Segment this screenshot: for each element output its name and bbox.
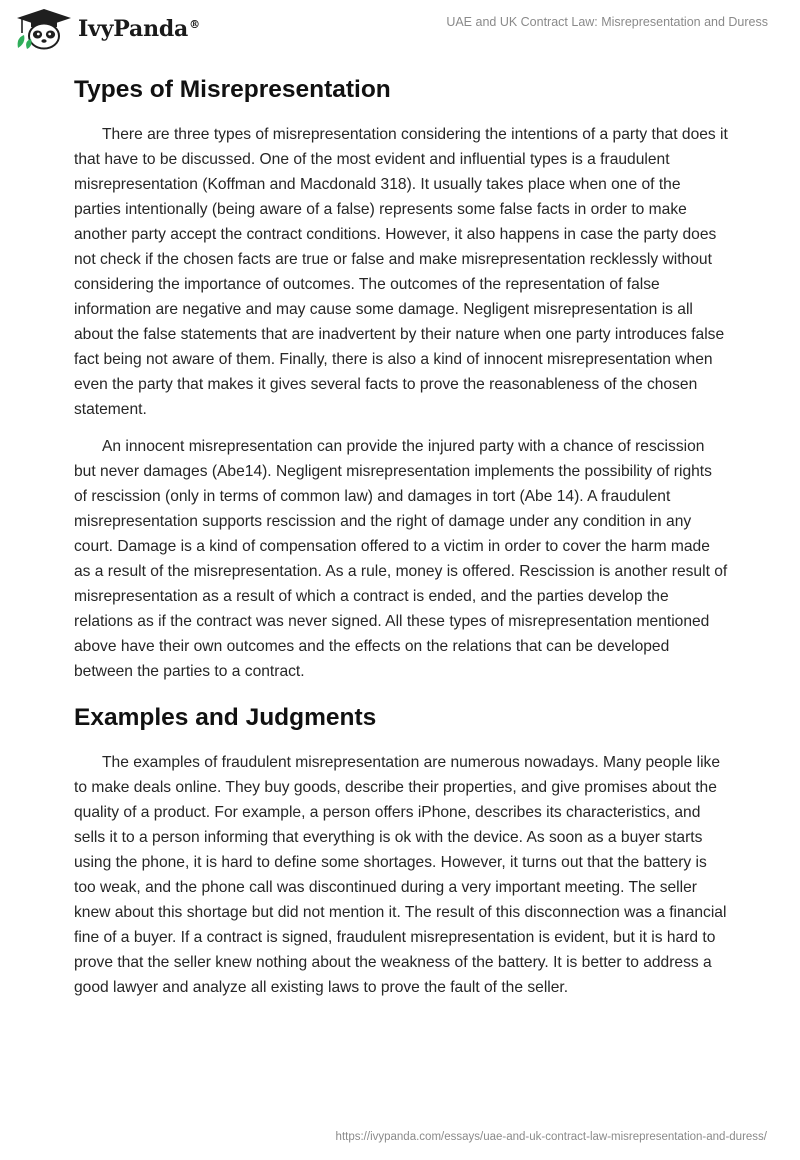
registered-mark: ® [189,17,200,31]
paragraph: An innocent misrepresentation can provide the injured party with a chance of rescission but never damages (Abe14). Negligent misrepresentation implements the possibility of rights of rescission (only in terms of common law) and damages in tort (Abe 14). A fraudulent misrepresentation supports rescission and the right of damage under any condition in any court. Damage is a kind of compensation offered to a victim in order to cover the harm made as a result of the misrepresentation. As a rule, money is offered. Rescission is another result of misrepresentation as a result of which a contract is ended, and the parties develop the relations as if the contract was never signed. All these types of misrepresentation mentioned above have their own outcomes and the effects on the relations that can be developed between the parties to a contract. [74,438,728,680]
ivypanda-logo[interactable] [14,8,200,50]
paragraph: The examples of fraudulent misrepresentation are numerous nowadays. Many people like to make deals online. They buy goods, describe their properties, and give promises about the quality of a product. For example, a person offers iPhone, describes its characteristics, and sells it to a person informing that everything is ok with the device. As soon as a buyer starts using the phone, it is hard to define some shortages. However, it turns out that the battery is too weak, and the phone call was discontinued during a very important meeting. The seller knew about this shortage but did not mention it. The result of this disconnection was a financial fine of a buyer. If a contract is signed, fraudulent misrepresentation is evident, but it is hard to prove that the seller knew nothing about the weakness of the battery. It is better to address a good lawyer and analyze all existing laws to prove the fault of the seller. [74,754,727,996]
page-header [0,0,800,60]
panda-graduate-icon [14,8,74,50]
source-url[interactable]: https://ivypanda.com/essays/uae-and-uk-contract-law-misrepresentation-and-duress/ [335,1131,767,1143]
brand-name: IvyPanda® [78,16,200,42]
section-heading-types: Types of Misrepresentation [74,76,391,103]
document-title: UAE and UK Contract Law: Misrepresentation and Duress [446,15,768,29]
section-heading-examples: Examples and Judgments [74,704,377,731]
essay-content [74,70,728,1012]
paragraph: There are three types of misrepresentation considering the intentions of a party that does it that have to be discussed. One of the most evident and influential types is a fraudulent misrepresentation (Koffman and Macdonald 318). It usually takes place when one of the parties intentionally (being aware of a false) represents some false facts in order to make another party accept the contract conditions. However, it also happens in case the party does not check if the chosen facts are true or false and make misrepresentation recklessly without considering the importance of outcomes. The outcomes of the representation of false information are negative and may cause some damage. Negligent misrepresentation is all about the false statements that are inadvertent by their nature when one party introduces false fact being not aware of them. Finally, there is also a kind of innocent misrepresentation when even the party that makes it gives several facts to prove the reasonableness of the chosen statement. [74,126,728,418]
